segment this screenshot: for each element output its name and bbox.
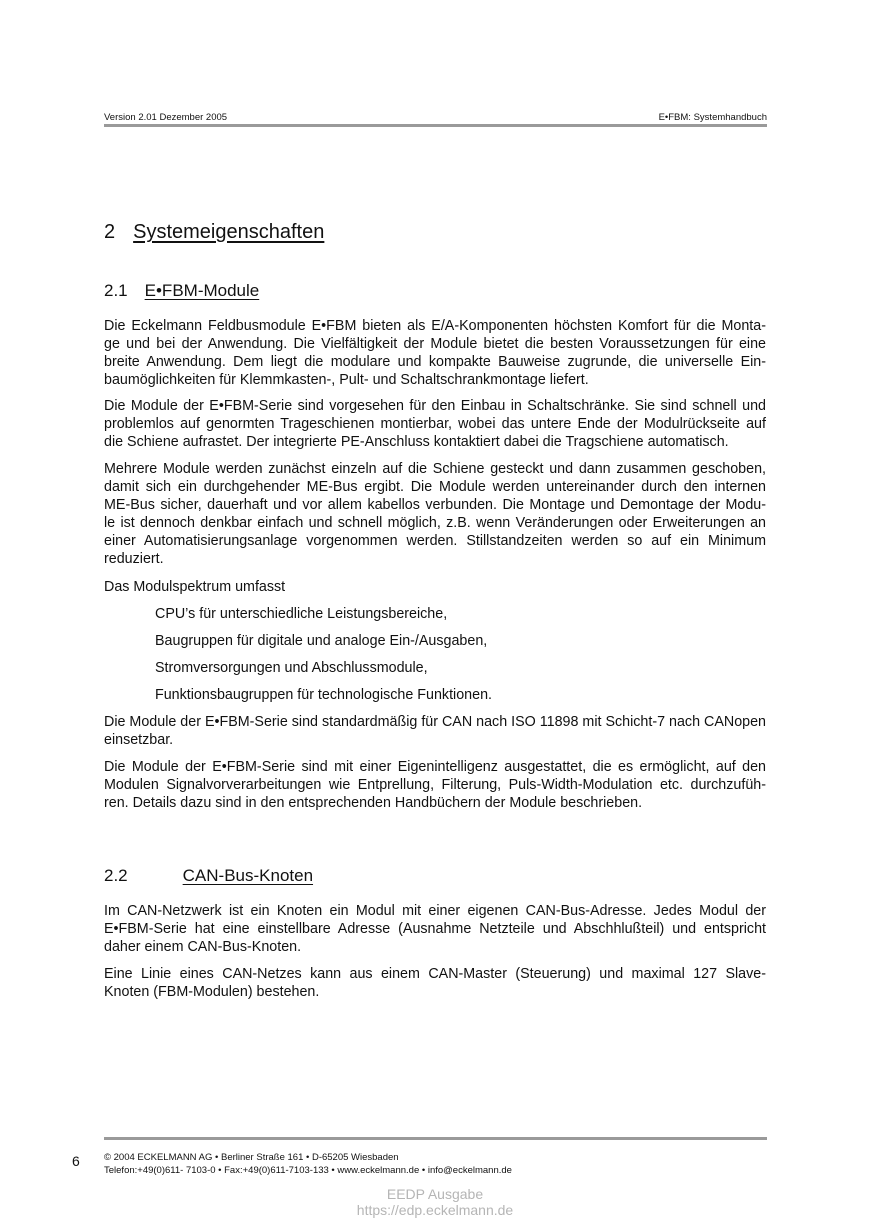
subsection-heading-2-2 (104, 866, 313, 886)
list-item: Funktionsbaugruppen für technologische Funktionen. (155, 687, 492, 703)
footer-address: © 2004 ECKELMANN AG • Berliner Straße 161 • D-65205 Wiesbaden (104, 1152, 399, 1163)
list-item: CPU’s für unterschiedliche Leistungsbereiche, (155, 606, 448, 622)
subsection-heading-2-1 (104, 281, 259, 301)
section-number: 2 (104, 221, 116, 243)
paragraph (104, 578, 766, 596)
paragraph-line: Die Eckelmann Feldbusmodule E•FBM bieten als E/A-Komponenten höchsten Komfort für die Monta- (104, 318, 766, 334)
paragraph-line: Das Modulspektrum umfasst (104, 579, 286, 595)
section-title: Systemeigenschaften (133, 221, 325, 243)
paragraph (104, 713, 766, 749)
subsection-title: E•FBM-Module (144, 281, 260, 300)
paragraph-line: Die Module der E•FBM-Serie sind vorgesehen für den Einbau in Schaltschränke. Sie sind schnell und (104, 398, 766, 414)
header-version: Version 2.01 Dezember 2005 (104, 112, 228, 123)
paragraph-line: E•FBM-Serie hat eine einstellbare Adresse (Ausnahme Netzteile und Abschhlußteil) und entspricht (104, 921, 766, 937)
paragraph (104, 460, 766, 568)
section-heading (104, 221, 324, 244)
paragraph (104, 397, 766, 451)
paragraph-line: Eine Linie eines CAN-Netzes kann aus einem CAN-Master (Steuerung) und maximal 127 Slave- (104, 966, 766, 982)
subsection-number: 2.1 (104, 281, 128, 300)
paragraph-line: breite Anwendung. Dem liegt die modulare und kompakte Bauweise zugrunde, die universelle Ein- (104, 354, 766, 370)
paragraph (104, 902, 766, 956)
paragraph-line: Die Module der E•FBM-Serie sind standardmäßig für CAN nach ISO 11898 mit Schicht-7 nach CANopen (104, 714, 766, 730)
paragraph (104, 317, 766, 389)
footer-contact: Telefon:+49(0)611- 7103-0 • Fax:+49(0)611-7103-133 • www.eckelmann.de • info@eckelmann.de (104, 1165, 512, 1176)
paragraph-line: Die Module der E•FBM-Serie sind mit einer Eigenintelligenz ausgestattet, die es ermöglicht, auf den (104, 759, 766, 775)
list-item: Stromversorgungen und Abschlussmodule, (155, 660, 428, 676)
paragraph-line: einsetzbar. (104, 732, 174, 748)
paragraph (104, 758, 766, 812)
subsection-number: 2.2 (104, 866, 128, 885)
paragraph-line: reduziert. (104, 551, 164, 567)
subsection-title: CAN-Bus-Knoten (182, 866, 314, 885)
paragraph-line: ge und bei der Anwendung. Die Vielfältigkeit der Module bietet die besten Voraussetzungen für eine (104, 336, 766, 352)
paragraph-line: einer Automatisierungsanlage vorgenommen werden. Stillstandzeiten werden so auf ein Minimum (104, 533, 766, 549)
paragraph (104, 965, 766, 1001)
paragraph-line: Knoten (FBM-Modulen) bestehen. (104, 984, 320, 1000)
paragraph-line: Mehrere Module werden zunächst einzeln auf die Schiene gesteckt und dann zusammen geschoben, (104, 461, 766, 477)
paragraph-line: die Schiene aufrastet. Der integrierte PE-Anschluss kontaktiert dabei die Tragschiene automatisch. (104, 434, 729, 450)
paragraph-line: damit sich ein durchgehender ME-Bus ergibt. Die Module werden untereinander durch den internen (104, 479, 766, 495)
paragraph-line: daher einem CAN-Bus-Knoten. (104, 939, 302, 955)
paragraph-line: problemlos auf genormten Trageschienen montierbar, wobei das untere Ende der Modulrückseite auf (104, 416, 766, 432)
paragraph-line: Im CAN-Netzwerk ist ein Knoten ein Modul mit einer eigenen CAN-Bus-Adresse. Jedes Modul der (104, 903, 766, 919)
list-item: Baugruppen für digitale und analoge Ein-/Ausgaben, (155, 633, 488, 649)
header-rule (104, 124, 767, 127)
paragraph-line: Modulen Signalvorverarbeitungen wie Entprellung, Filterung, Puls-Width-Modulation etc. durchzufüh- (104, 777, 766, 793)
footer-rule (104, 1137, 767, 1140)
paragraph-line: ME-Bus sicher, dauerhaft und vor allem kabellos verbunden. Die Montage und Demontage der Modu- (104, 497, 766, 513)
paragraph-line: baumöglichkeiten für Klemmkasten-, Pult- und Schaltschrankmontage liefert. (104, 372, 589, 388)
watermark-title: EEDP Ausgabe (386, 1186, 484, 1202)
page-number: 6 (72, 1153, 80, 1169)
paragraph-line: ren. Details dazu sind in den entsprechenden Handbüchern der Module beschrieben. (104, 795, 643, 811)
watermark-url: https://edp.eckelmann.de (356, 1202, 514, 1218)
paragraph-line: le ist dennoch denkbar einfach und schnell möglich, z.B. wenn Veränderungen oder Erweiterungen an (104, 515, 766, 531)
header-title: E•FBM: Systemhandbuch (658, 112, 767, 123)
